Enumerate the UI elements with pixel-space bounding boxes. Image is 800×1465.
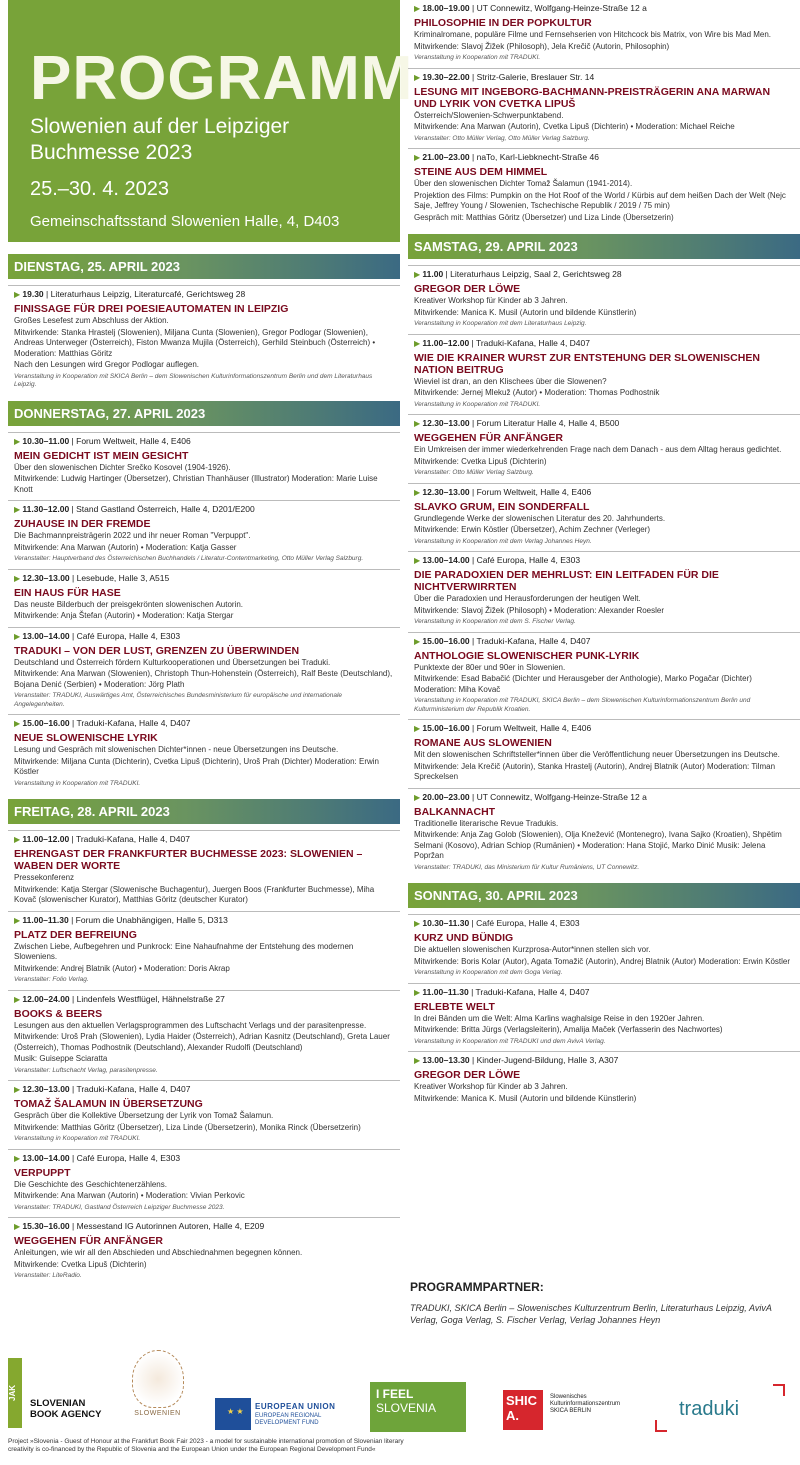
event-time: 11.30–12.00 — [22, 504, 70, 514]
event-note: Veranstaltung in Kooperation mit SKICA Berlin – dem Slowenischen Kulturinformationszentrum Berlin und dem Literaturhaus Leipzig. — [14, 372, 373, 388]
separator: | — [469, 555, 477, 565]
event-note: Veranstaltung in Kooperation mit TRADUKI, SKICA Berlin – dem Slowenischen Kulturinformationszentrum Berlin und Kulturministerium der Republik Kroatien. — [414, 697, 751, 713]
event-item — [8, 1080, 400, 1149]
event-time: 15.00–16.00 — [22, 718, 70, 728]
arrow-icon: ▶ — [14, 573, 23, 583]
arrow-icon: ▶ — [414, 1056, 423, 1065]
event-time: 12.30–13.00 — [422, 486, 470, 497]
event-meta — [414, 152, 794, 163]
arrow-icon: ▶ — [14, 835, 23, 844]
event-desc: Anleitungen, wie wir all den Abschieden und Abschiednahmen begegnen können. — [14, 1248, 303, 1257]
event-title: FINISSAGE FÜR DREI POESIEAUTOMATEN IN LEIPZIG — [14, 303, 289, 315]
separator: | — [469, 486, 477, 497]
event-people: Mitwirkende: Anja Štefan (Autorin) • Moderation: Katja Stergar — [14, 611, 234, 620]
event-meta — [14, 1153, 394, 1164]
event-venue: Café Europa, Halle 4, E303 — [476, 555, 581, 565]
event-desc: Traditionelle literarische Revue Tradukis. — [414, 818, 559, 828]
arrow-icon: ▶ — [414, 4, 423, 13]
event-people: Mitwirkende: Uroš Prah (Slowenien), Lydia Haider (Österreich), Adrian Kasnitz (Deutschland), Greta Lauer (Österreich), Thomas Podhostnik (Deutschland), Alexander Rudolfi (Deutschland) — [14, 1032, 390, 1052]
arrow-icon: ▶ — [414, 792, 423, 802]
event-meta — [414, 269, 794, 280]
event-people: Mitwirkende: Ludwig Hartinger (Übersetzer), Christian Thanhäuser (Illustrator) Moderation: Marie Luise Knott — [14, 474, 378, 494]
event-item — [8, 911, 400, 990]
arrow-icon: ▶ — [14, 994, 23, 1004]
event-time: 15.00–16.00 — [422, 635, 470, 646]
event-people: Mitwirkende: Cvetka Lipuš (Dichterin) — [414, 456, 547, 466]
emblem-icon — [132, 1350, 184, 1408]
event-item — [8, 627, 400, 715]
event-venue: Lindenfels Westflügel, Hähnelstraße 27 — [76, 993, 225, 1004]
event-note: Veranstalter: Luftschacht Verlag, parasitenpresse. — [14, 1066, 158, 1074]
event-note: Veranstaltung in Kooperation mit dem Verlag Johannes Heyn. — [414, 537, 592, 545]
event-meta — [414, 723, 794, 734]
event-desc: Lesungen aus den aktuellen Verlagsprogrammen des Luftschacht Verlags und der parasitenpresse. — [14, 1020, 367, 1030]
traduki-logo — [655, 1390, 785, 1430]
event-people: Mitwirkende: Matthias Göritz (Übersetzer), Liza Linde (Übersetzerin), Monika Rinck (Übersetzerin) — [14, 1122, 361, 1132]
event-venue: Café Europa, Halle 4, E303 — [76, 1152, 181, 1163]
event-item — [8, 432, 400, 501]
event-venue: Traduki-Kafana, Halle 4, D407 — [75, 834, 190, 844]
event-title: LESUNG MIT INGEBORG-BACHMANN-PREISTRÄGERIN ANA MARWAN UND LYRIK VON CVETKA LIPUŠ — [414, 85, 771, 110]
event-item — [408, 632, 800, 720]
event-time: 13.00–13.30 — [422, 1055, 470, 1065]
event-desc: Grundlegende Werke der slowenischen Literatur des 20. Jahrhunderts. — [414, 513, 666, 523]
eu-logo — [215, 1398, 365, 1430]
event-people: Mitwirkende: Stanka Hrastelj (Slowenien), Miljana Cunta (Slowenien), Gregor Podlogar (Slowenien), Andreas Unterweger (Österreich), Fiston Mwanza Mujila (Österreich), Gerhild Steinbuch (Österreich) • Moderation: Matthias Göritz — [14, 327, 376, 358]
separator: | — [69, 718, 77, 728]
event-time: 13.00–14.00 — [422, 555, 470, 565]
event-extra: Musik: Guiseppe Sciaratta — [14, 1054, 108, 1063]
event-title: BALKANNACHT — [414, 805, 496, 818]
event-note: Veranstalter: TRADUKI, Auswärtiges Amt, Österreichisches Bundesministerium für europäische und internationale Angelegenheiten. — [14, 692, 343, 708]
program-dates: 25.–30. 4. 2023 — [30, 178, 170, 200]
slovenia-logo-text: SLOWENIEN — [134, 1410, 181, 1417]
event-time: 13.00–14.00 — [22, 1152, 70, 1163]
program-partners — [410, 1280, 790, 1326]
event-venue: Traduki-Kafana, Halle 4, D407 — [476, 635, 591, 646]
separator: | — [69, 834, 76, 844]
event-people: Mitwirkende: Miljana Cunta (Dichterin), Cvetka Lipuš (Dichterin), Uroš Prah (Dichter) Moderation: Erwin Köstler — [14, 756, 380, 776]
event-time: 11.00–12.00 — [422, 337, 470, 348]
arrow-icon: ▶ — [414, 987, 423, 997]
separator: | — [469, 152, 477, 162]
event-meta — [414, 636, 794, 647]
event-venue: Forum Weltweit, Halle 4, E406 — [476, 486, 592, 497]
event-title: VERPUPPT — [14, 1166, 71, 1179]
event-venue: UT Connewitz, Wolfgang-Heinze-Straße 12 a — [476, 791, 647, 802]
separator: | — [469, 418, 477, 428]
event-item — [408, 788, 800, 878]
event-people: Mitwirkende: Anja Zag Golob (Slowenien), Olja Knežević (Montenegro), Ivana Sajko (Kroatien), Shpëtim Selmani (Kosovo), Adrian Schiop (Rumänien) • Moderation: Hana Stojić, Marko Dinić Musik: Jelena Popržan — [414, 830, 782, 860]
arrow-icon: ▶ — [14, 719, 23, 728]
event-extra: Gespräch mit: Matthias Göritz (Übersetzer) und Liza Linde (Übersetzerin) — [414, 212, 674, 222]
partners-text: TRADUKI, SKICA Berlin – Slowenisches Kulturzentrum Berlin, Literaturhaus Leipzig, AvivA Verlag, Goga Verlag, S. Fischer Verlag, Verlag Johannes Heyn — [410, 1303, 772, 1325]
event-venue: naTo, Karl-Liebknecht-Straße 46 — [476, 152, 599, 162]
arrow-icon: ▶ — [414, 487, 423, 497]
event-time: 11.00–11.30 — [22, 914, 69, 925]
event-people: Mitwirkende: Jela Krečič (Autorin), Stanka Hrastelj (Autorin), Andrej Blatnik (Autor) Moderation: Tilman Spreckelsen — [414, 761, 776, 781]
event-title: SLAVKO GRUM, EIN SONDERFALL — [414, 500, 590, 513]
event-time: 12.30–13.00 — [22, 572, 70, 583]
event-desc: Österreich/Slowenien-Schwerpunktabend. — [414, 110, 564, 120]
event-venue: UT Connewitz, Wolfgang-Heinze-Straße 12 a — [476, 3, 647, 13]
event-meta — [14, 631, 394, 642]
event-item — [408, 0, 800, 68]
event-people: Mitwirkende: Jernej Mlekuž (Autor) • Moderation: Thomas Podhostnik — [414, 388, 660, 397]
event-desc: Gespräch über die Kollektive Übersetzung der Lyrik von Tomaž Šalamun. — [14, 1111, 274, 1120]
event-note: Veranstaltung in Kooperation mit TRADUKI. — [414, 54, 541, 61]
event-title: EHRENGAST DER FRANKFURTER BUCHMESSE 2023: SLOWENIEN – WABEN DER WORTE — [14, 848, 363, 872]
event-title: ANTHOLOGIE SLOWENISCHER PUNK-LYRIK — [414, 649, 640, 662]
event-venue: Messestand IG Autorinnen Autoren, Halle 4, E209 — [76, 1221, 265, 1231]
arrow-icon: ▶ — [14, 915, 23, 925]
event-note: Veranstaltung in Kooperation mit dem Literaturhaus Leipzig. — [414, 320, 587, 327]
arrow-icon: ▶ — [14, 1222, 23, 1231]
event-time: 11.00–12.00 — [22, 834, 70, 844]
event-meta — [414, 72, 794, 83]
event-note: Veranstalter: TRADUKI, das Ministerium für Kultur Rumäniens, UT Connewitz. — [414, 863, 640, 871]
event-venue: Forum die Unabhängigen, Halle 5, D313 — [75, 914, 228, 925]
event-note: Veranstaltung in Kooperation mit dem S. Fischer Verlag. — [414, 618, 576, 625]
jak-bar: JAK — [8, 1358, 22, 1428]
arrow-icon: ▶ — [14, 290, 23, 299]
eu-sub: EUROPEAN REGIONAL DEVELOPMENT FUND — [255, 1413, 322, 1426]
event-people: Mitwirkende: Slavoj Žižek (Philosoph), Jela Krečič (Autorin, Philosophin) — [414, 41, 670, 51]
event-note: Veranstalter: Folio Verlag. — [14, 976, 89, 983]
event-time: 11.00–11.30 — [422, 986, 469, 997]
event-note: Veranstalter: TRADUKI, Gastland Österreich Leipziger Buchmesse 2023. — [14, 1203, 225, 1211]
event-people: Mitwirkende: Ana Marwan (Slowenien), Christoph Thun-Hohenstein (Österreich), Ralf Beste (Deutschland), Bojana Denić (Serbien) • Moderation: Jörg Plath — [14, 669, 393, 689]
eu-title: EUROPEAN UNION — [255, 1402, 336, 1411]
program-subtitle: Slowenien auf der Leipziger Buchmesse 2023 — [30, 115, 290, 164]
event-meta — [14, 834, 394, 845]
event-note: Veranstalter: Hauptverband des Österreichischen Buchhandels / Literatur-Contentmarketing, Otto Müller Verlag Salzburg. — [14, 555, 364, 562]
event-meta — [414, 555, 794, 566]
event-time: 10.30–11.00 — [22, 435, 70, 446]
event-item — [408, 483, 800, 552]
day-header: DONNERSTAG, 27. APRIL 2023 — [8, 401, 400, 426]
arrow-icon: ▶ — [414, 419, 423, 428]
ifeel-slovenia-logo — [370, 1382, 466, 1432]
event-title: BOOKS & BEERS — [14, 1007, 103, 1020]
event-title: ROMANE AUS SLOWENIEN — [414, 737, 552, 749]
event-time: 19.30–22.00 — [422, 71, 470, 82]
event-venue: Traduki-Kafana, Halle 4, D407 — [475, 337, 590, 348]
event-title: WEGGEHEN FÜR ANFÄNGER — [414, 432, 563, 444]
event-desc: Kriminalromane, populäre Filme und Fernsehserien von Hitchcock bis Matrix, von Wire bis Mad Men. — [414, 30, 772, 39]
separator: | — [469, 918, 477, 928]
slovenia-guest-logo — [120, 1350, 195, 1435]
event-people: Mitwirkende: Cvetka Lipuš (Dichterin) — [14, 1259, 147, 1269]
event-item — [408, 1051, 800, 1109]
event-title: EIN HAUS FÜR HASE — [14, 586, 121, 599]
skica-text: Slowenisches Kulturinformationszentrum SKICA BERLIN — [550, 1394, 621, 1414]
arrow-icon: ▶ — [414, 72, 423, 82]
event-desc: Über den slowenischen Dichter Srečko Kosovel (1904-1926). — [14, 462, 231, 472]
event-time: 12.30–13.00 — [422, 418, 470, 428]
event-item — [8, 990, 400, 1081]
event-item — [8, 569, 400, 627]
event-desc: Zwischen Liebe, Aufbegehren und Punkrock: Eine Nahaufnahme der Entstehung des modernen Sloweniens. — [14, 941, 354, 961]
event-item — [408, 265, 800, 334]
event-desc: Über den slowenischen Dichter Tomaž Šalamun (1941-2014). — [414, 179, 633, 188]
event-meta — [14, 573, 394, 584]
separator: | — [468, 986, 476, 997]
event-meta — [14, 289, 394, 300]
separator: | — [469, 723, 477, 733]
event-people: Mitwirkende: Slavoj Žižek (Philosoph) • Moderation: Alexander Roesler — [414, 605, 665, 615]
event-meta — [14, 1084, 394, 1095]
event-venue: Forum Weltweit, Halle 4, E406 — [476, 723, 592, 733]
day-header: FREITAG, 28. APRIL 2023 — [8, 799, 400, 824]
event-title: DIE PARADOXIEN DER MEHRLUST: EIN LEITFADEN FÜR DIE NICHTVERWIRRTEN — [414, 569, 719, 593]
event-item — [408, 719, 800, 788]
event-meta — [14, 915, 394, 926]
event-people: Mitwirkende: Ana Marwan (Autorin), Cvetka Lipuš (Dichterin) • Moderation: Michael Reiche — [414, 122, 735, 131]
separator: | — [69, 572, 77, 583]
arrow-icon: ▶ — [414, 338, 423, 348]
event-people: Mitwirkende: Ana Marwan (Autorin) • Moderation: Vivian Perkovic — [14, 1191, 245, 1200]
event-desc: Großes Lesefest zum Abschluss der Aktion. — [14, 316, 169, 325]
event-title: TOMAŽ ŠALAMUN IN ÜBERSETZUNG — [14, 1098, 203, 1110]
event-venue: Kinder-Jugend-Bildung, Halle 3, A307 — [476, 1055, 619, 1065]
event-note: Veranstaltung in Kooperation mit dem Goga Verlag. — [414, 969, 563, 976]
event-desc: Die aktuellen slowenischen Kurzprosa-Autor*innen stellen sich vor. — [414, 945, 651, 954]
event-title: TRADUKI – VON DER LUST, GRENZEN ZU ÜBERWINDEN — [14, 644, 300, 657]
event-people: Mitwirkende: Manica K. Musil (Autorin und bildende Künstlerin) — [414, 1093, 637, 1103]
event-time: 19.30 — [22, 289, 44, 299]
event-people: Mitwirkende: Erwin Köstler (Übersetzer), Achim Zechner (Verleger) — [414, 525, 651, 534]
separator: | — [69, 504, 77, 514]
event-desc: Die Bachmannpreisträgerin 2022 und ihr neuer Roman "Verpuppt". — [14, 531, 251, 540]
separator: | — [469, 3, 477, 13]
event-time: 11.00 — [422, 269, 444, 279]
day-header: SAMSTAG, 29. APRIL 2023 — [408, 234, 800, 259]
arrow-icon: ▶ — [14, 436, 23, 446]
event-title: STEINE AUS DEM HIMMEL — [414, 166, 548, 178]
separator: | — [469, 635, 477, 646]
event-item — [8, 714, 400, 793]
event-item — [8, 285, 400, 395]
skica-logo: SHIC A. — [503, 1390, 543, 1430]
event-title: PLATZ DER BEFREIUNG — [14, 928, 137, 941]
event-desc: Das neuste Bilderbuch der preisgekrönten slowenischen Autorin. — [14, 599, 244, 609]
event-people: Mitwirkende: Manica K. Musil (Autorin und bildende Künstlerin) — [414, 307, 637, 317]
separator: | — [69, 993, 77, 1004]
event-people: Mitwirkende: Boris Kolar (Autor), Agata Tomažič (Autorin), Andrej Blatnik (Autor) Moderation: Erwin Köstler — [414, 956, 790, 966]
program-stand: Gemeinschaftsstand Slowenien Halle, 4, D403 — [30, 213, 340, 230]
event-title: PHILOSOPHIE IN DER POPKULTUR — [414, 17, 592, 29]
event-item — [408, 334, 800, 415]
event-time: 10.30–11.30 — [422, 918, 470, 928]
event-meta — [414, 1055, 794, 1066]
event-item — [8, 830, 400, 911]
jak-logo — [8, 1358, 103, 1428]
arrow-icon: ▶ — [414, 153, 423, 162]
event-desc: Kreativer Workshop für Kinder ab 3 Jahren. — [414, 1082, 568, 1091]
event-venue: Stritz-Galerie, Breslauer Str. 14 — [476, 71, 595, 82]
event-time: 15.30–16.00 — [22, 1221, 70, 1231]
jak-text: SLOVENIAN BOOK AGENCY — [30, 1398, 102, 1420]
event-venue: Forum Weltweit, Halle 4, E406 — [76, 435, 191, 446]
event-time: 21.00–23.00 — [422, 152, 470, 162]
event-item — [8, 1217, 400, 1286]
event-meta — [14, 1221, 394, 1232]
event-meta — [414, 918, 794, 929]
event-people: Mitwirkende: Andrej Blatnik (Autor) • Moderation: Doris Akrap — [14, 963, 230, 973]
event-venue: Stand Gastland Österreich, Halle 4, D201/E200 — [76, 504, 255, 514]
right-column — [408, 0, 800, 1109]
ifeel-text: I FEEL — [376, 1387, 414, 1401]
separator: | — [43, 289, 51, 299]
event-venue: Traduki-Kafana, Halle 4, D407 — [76, 718, 191, 728]
event-desc: Lesung und Gespräch mit slowenischen Dichter*innen - neue Übersetzungen ins Deutsche. — [14, 745, 339, 754]
bracket-icon — [655, 1420, 667, 1432]
event-time: 12.00–24.00 — [22, 993, 70, 1004]
separator: | — [69, 1152, 77, 1163]
event-title: ERLEBTE WELT — [414, 1000, 495, 1013]
eu-flag-icon: ★ ★ — [215, 1398, 251, 1430]
hero-banner — [8, 0, 414, 242]
event-venue: Café Europa, Halle 4, E303 — [76, 630, 181, 641]
day-header: DIENSTAG, 25. APRIL 2023 — [8, 254, 400, 279]
event-note: Veranstaltung in Kooperation mit TRADUKI. — [14, 779, 141, 787]
event-desc: Kreativer Workshop für Kinder ab 3 Jahren. — [414, 296, 568, 305]
event-title: KURZ UND BÜNDIG — [414, 932, 514, 944]
day-header: SONNTAG, 30. APRIL 2023 — [408, 883, 800, 908]
program-title: PROGRAMM — [30, 44, 414, 113]
event-desc: Die Geschichte des Geschichtenerzählens. — [14, 1179, 167, 1189]
event-time: 12.30–13.00 — [22, 1084, 70, 1094]
event-people: Mitwirkende: Esad Babačić (Dichter und Herausgeber der Anthologie), Marko Pogačar (Dichter) Moderation: Miha Kovač — [414, 674, 752, 694]
event-meta — [414, 987, 794, 998]
separator: | — [469, 1055, 477, 1065]
event-note: Veranstalter: Otto Müller Verlag, Otto Müller Verlag Salzburg. — [414, 134, 590, 142]
separator: | — [69, 630, 77, 641]
event-title: MEIN GEDICHT IST MEIN GESICHT — [14, 449, 189, 462]
separator: | — [443, 269, 451, 279]
event-time: 13.00–14.00 — [22, 630, 70, 641]
event-people: Mitwirkende: Britta Jürgs (Verlagsleiterin), Amalija Maček (Verfasserin des Nachwortes) — [414, 1025, 723, 1034]
partners-heading: PROGRAMMPARTNER: — [410, 1280, 544, 1294]
event-item — [408, 414, 800, 483]
arrow-icon: ▶ — [414, 919, 423, 928]
event-venue: Literaturhaus Leipzig, Saal 2, Gerichtsweg 28 — [450, 269, 622, 279]
event-desc: Punktexte der 80er und 90er in Slowenien. — [414, 662, 566, 672]
event-desc: Über die Paradoxien und Herausforderungen der heutigen Welt. — [414, 594, 641, 603]
arrow-icon: ▶ — [14, 1153, 23, 1163]
event-meta — [14, 994, 394, 1005]
event-title: GREGOR DER LÖWE — [414, 1069, 521, 1081]
event-note: Veranstaltung in Kooperation mit TRADUKI und dem AvivA Verlag. — [414, 1037, 606, 1045]
event-desc: Ein Umkreisen der immer wiederkehrenden Frage nach dem Danach - aus dem Alltag heraus gedichtet. — [414, 445, 782, 454]
event-venue: Traduki-Kafana, Halle 4, D407 — [76, 1084, 191, 1094]
event-item — [8, 500, 400, 569]
event-desc: Pressekonferenz — [14, 873, 75, 882]
event-time: 20.00–23.00 — [422, 791, 470, 802]
event-meta — [414, 487, 794, 498]
separator: | — [469, 791, 477, 802]
event-people: Mitwirkende: Ana Marwan (Autorin) • Moderation: Katja Gasser — [14, 542, 237, 552]
event-meta — [414, 792, 794, 803]
event-desc: Deutschland und Österreich fördern Kulturkooperationen und Übersetzungen bei Traduki. — [14, 657, 331, 667]
event-title: ZUHAUSE IN DER FREMDE — [14, 518, 151, 530]
event-meta — [414, 3, 794, 14]
arrow-icon: ▶ — [14, 1085, 23, 1094]
event-desc: Mit den slowenischen Schriftsteller*innen über die Veröffentlichung neuer Übersetzungen ins Deutsche. — [414, 750, 780, 759]
event-venue: Forum Literatur Halle 4, Halle 4, B500 — [476, 418, 620, 428]
event-desc: In drei Bänden um die Welt: Alma Karlins waghalsige Reise in den 1920er Jahren. — [414, 1013, 705, 1023]
event-desc: Wieviel ist dran, an den Klischees über die Slowenen? — [414, 376, 607, 386]
event-extra: Nach den Lesungen wird Gregor Podlogar auflegen. — [14, 360, 200, 369]
separator: | — [469, 337, 476, 348]
left-column — [8, 248, 400, 1286]
arrow-icon: ▶ — [414, 636, 423, 646]
event-title: NEUE SLOWENISCHE LYRIK — [14, 732, 158, 744]
event-note: Veranstaltung in Kooperation mit TRADUKI. — [414, 400, 541, 408]
event-title: WEGGEHEN FÜR ANFÄNGER — [14, 1235, 163, 1247]
slovenia-text: SLOVENIA — [376, 1401, 437, 1415]
event-item — [408, 983, 800, 1052]
arrow-icon: ▶ — [414, 724, 423, 733]
event-meta — [414, 338, 794, 349]
event-time: 15.00–16.00 — [422, 723, 470, 733]
event-meta — [14, 718, 394, 729]
event-venue: Lesebude, Halle 3, A515 — [76, 572, 170, 583]
event-item — [8, 1149, 400, 1218]
event-venue: Literaturhaus Leipzig, Literaturcafé, Gerichtsweg 28 — [50, 289, 246, 299]
event-time: 18.00–19.00 — [422, 3, 470, 13]
event-people: Mitwirkende: Katja Stergar (Slowenische Buchagentur), Juergen Boos (Frankfurter Buchmesse), Miha Kovač (slowenischer Kurator), Matthias Göritz (deutscher Kurator) — [14, 884, 375, 904]
footer-logos — [0, 1350, 800, 1465]
separator: | — [69, 435, 77, 446]
event-note: Veranstalter: Otto Müller Verlag Salzburg. — [414, 469, 534, 476]
event-item — [408, 148, 800, 228]
arrow-icon: ▶ — [14, 631, 23, 641]
arrow-icon: ▶ — [414, 556, 423, 565]
event-item — [408, 914, 800, 983]
event-note: Veranstaltung in Kooperation mit TRADUKI. — [14, 1135, 141, 1142]
traduki-text: traduki — [679, 1398, 740, 1420]
funding-note: Project »Slovenia - Guest of Honour at the Frankfurt Book Fair 2023 - a model for sustainable international promotion of Slovenian literary creativity is co-financed by the Republic of Slovenia and the European Union under the European Regional Development Fund« — [8, 1438, 404, 1453]
separator: | — [69, 1221, 77, 1231]
event-item — [408, 551, 800, 632]
event-venue: Traduki-Kafana, Halle 4, D407 — [475, 986, 590, 997]
separator: | — [69, 1084, 77, 1094]
event-title: WIE DIE KRAINER WURST ZUR ENTSTEHUNG DER SLOWENISCHEN NATION BEITRUG — [414, 351, 760, 376]
event-title: GREGOR DER LÖWE — [414, 283, 521, 295]
event-meta — [14, 504, 394, 515]
event-note: Veranstalter: LiteRadio. — [14, 1272, 82, 1279]
bracket-icon — [773, 1384, 785, 1396]
event-meta — [14, 436, 394, 447]
arrow-icon: ▶ — [414, 270, 423, 279]
arrow-icon: ▶ — [14, 505, 23, 514]
event-people: Projektion des Films: Pumpkin on the Hot Roof of the World / Kürbis auf dem heißen Dach der Welt (Nejc Saje, Jeffrey Young / Slowenien, Tschechische Republik / 2019 / 75 min) — [414, 190, 786, 210]
separator: | — [469, 71, 477, 82]
event-meta — [414, 418, 794, 429]
event-venue: Café Europa, Halle 4, E303 — [476, 918, 580, 928]
event-item — [408, 68, 800, 149]
separator: | — [68, 914, 76, 925]
